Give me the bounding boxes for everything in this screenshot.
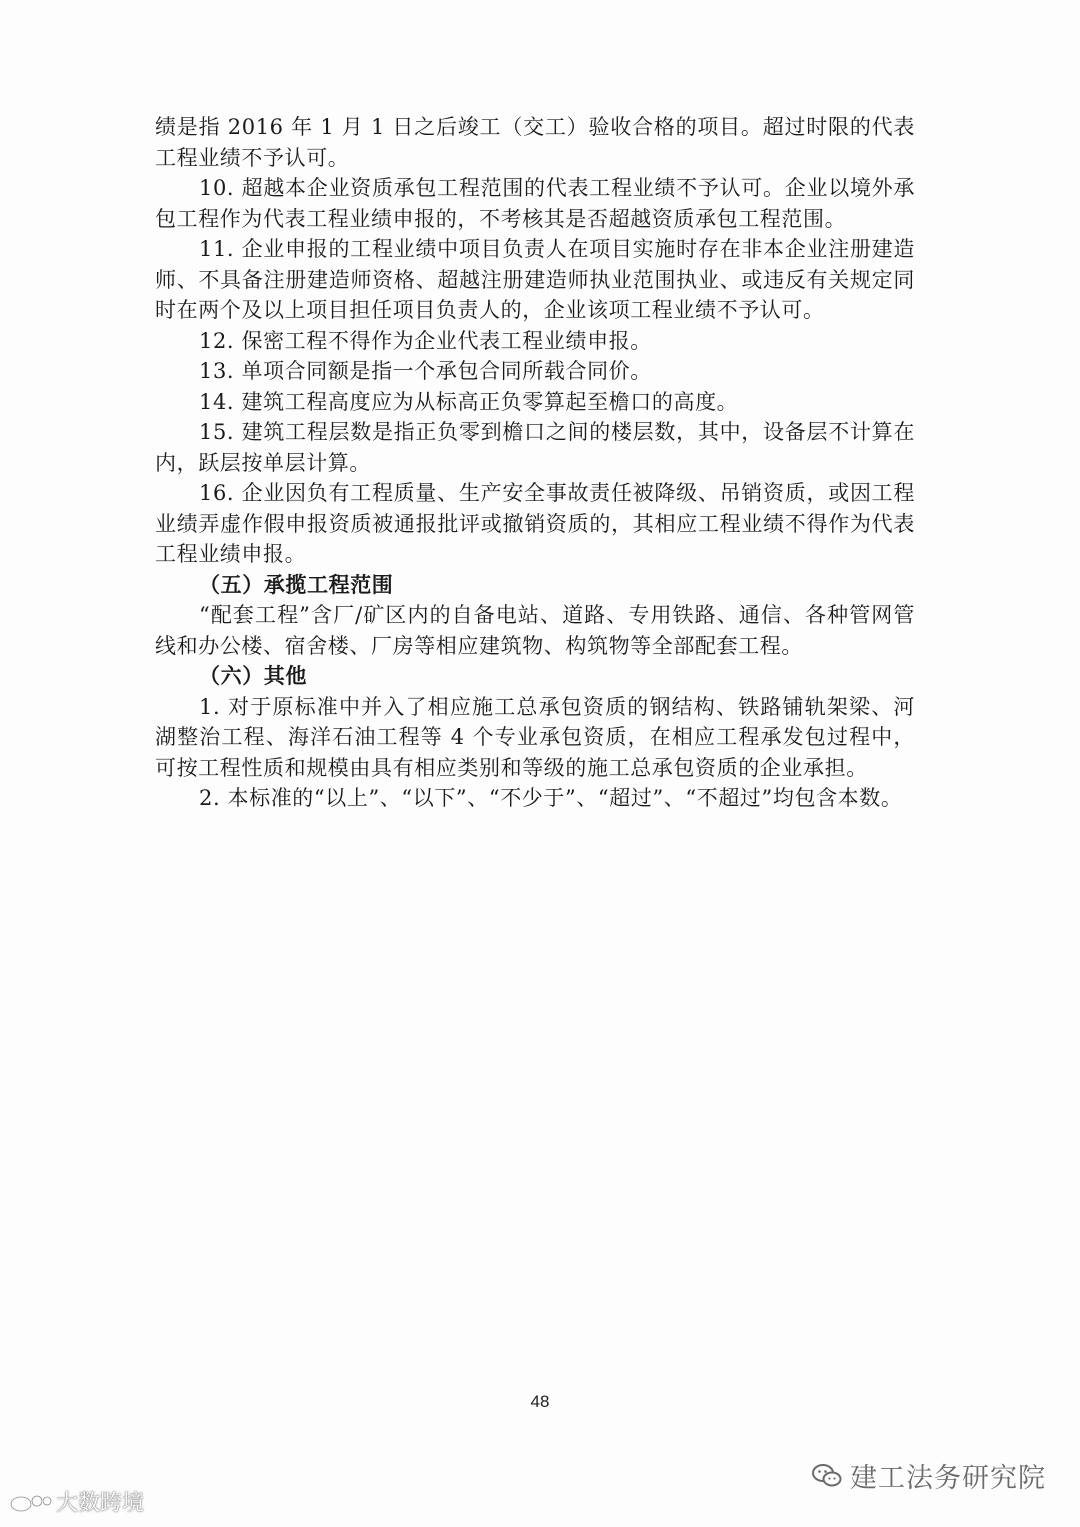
paragraph-item-16: 16. 企业因负有工程质量、生产安全事故责任被降级、吊销资质，或因工程业绩弄虚作假申报资质被通报批评或撤销资质的，其相应工程业绩不得作为代表工程业绩申报。 [155, 481, 915, 566]
paragraph-item-11: 11. 企业申报的工程业绩中项目负责人在项目实施时存在非本企业注册建造师、不具备注册建造师资格、超越注册建造师执业范围执业、或违反有关规定同时在两个及以上项目担任项目负责人的，企业该项工程业绩不予认可。 [155, 237, 915, 322]
paragraph-item-14: 14. 建筑工程高度应为从标高正负零算起至檐口的高度。 [199, 389, 739, 414]
paragraph-section-6-item-1: 1. 对于原标准中并入了相应施工总承包资质的钢结构、铁路铺轨架梁、河湖整治工程、海洋石油工程等 4 个专业承包资质，在相应工程承发包过程中，可按工程性质和规模由具有相应类别和等级的施工总承包资质的企业承担。 [155, 694, 915, 780]
paragraph-section-5: “配套工程”含厂/矿区内的自备电站、道路、专用铁路、通信、各种管网管线和办公楼、宿舍楼、厂房等相应建筑物、构筑物等全部配套工程。 [155, 603, 915, 658]
section-heading-6: （六）其他 [199, 663, 307, 688]
watermark-right-text: 建工法务研究院 [850, 1463, 1046, 1494]
paragraph-item-10: 10. 超越本企业资质承包工程范围的代表工程业绩不予认可。企业以境外承包工程作为代表工程业绩申报的，不考核其是否超越资质承包工程范围。 [155, 176, 915, 231]
watermark-left-text: 大数跨境 [56, 1491, 145, 1516]
page-number: 48 [530, 1392, 550, 1411]
paragraph-item-13: 13. 单项合同额是指一个承包合同所载合同价。 [199, 359, 652, 383]
document-body [155, 112, 915, 814]
section-heading-5: （五）承揽工程范围 [199, 571, 394, 597]
wechat-icon [812, 1463, 842, 1489]
paragraph-continuation: 绩是指 2016 年 1 月 1 日之后竣工（交工）验收合格的项目。超过时限的代表工程业绩不予认可。 [155, 115, 915, 170]
watermark-right [812, 1456, 1046, 1495]
watermark-left [8, 1486, 144, 1517]
paragraph-item-12: 12. 保密工程不得作为企业代表工程业绩申报。 [199, 328, 652, 353]
weibo-logo-icon [8, 1490, 52, 1514]
paragraph-section-6-item-2: 2. 本标准的“以上”、“以下”、“不少于”、“超过”、“不超过”均包含本数。 [199, 786, 903, 810]
paragraph-item-15: 15. 建筑工程层数是指正负零到檐口之间的楼层数，其中，设备层不计算在内，跃层按单层计算。 [155, 420, 915, 475]
